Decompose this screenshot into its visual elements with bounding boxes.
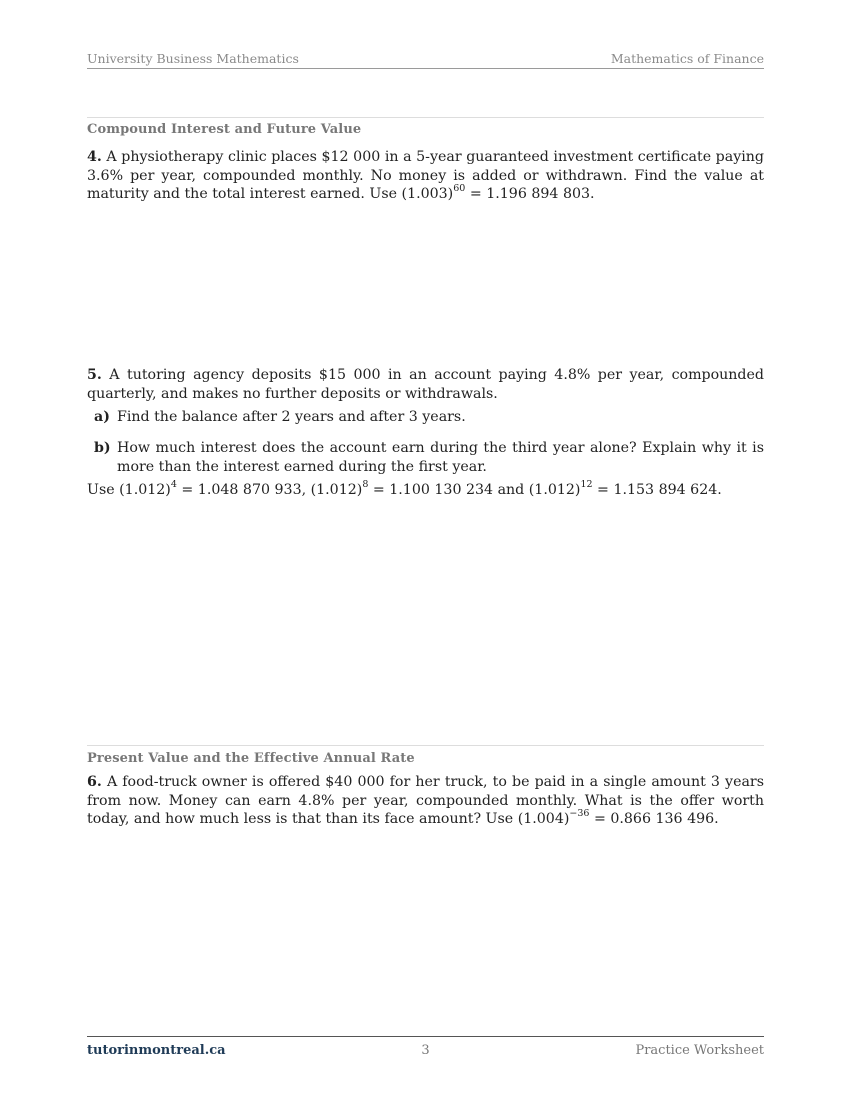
problem-5-part-a <box>87 408 764 427</box>
site-link[interactable]: tutorinmontreal.ca <box>87 1043 226 1058</box>
problem-number: 5. <box>87 367 102 383</box>
page-number: 3 <box>421 1043 430 1058</box>
exponent: 4 <box>170 479 177 491</box>
page-footer <box>87 1036 764 1059</box>
part-text: Find the balance after 2 years and after 3 years. <box>117 409 466 425</box>
problem-text: A physiotherapy clinic places $12 000 in a 5-year guaranteed investment certificate paying 3.6% per year, compounded monthly. No money is added or withdrawn. Find the value at maturity and the total interest earned. Use (1.003) <box>87 149 764 202</box>
use-text: Use (1.012) <box>87 482 171 498</box>
problem-number: 6. <box>87 774 102 790</box>
chapter-title: Mathematics of Finance <box>610 51 764 66</box>
problem-text: A tutoring agency deposits $15 000 in an account paying 4.8% per year, compounded quarterly, and makes no further deposits or withdrawals. <box>87 367 764 402</box>
problem-number: 4. <box>87 149 102 165</box>
part-label: a) <box>94 409 110 425</box>
page-header <box>87 51 764 69</box>
problem-5 <box>87 366 764 403</box>
problem-text-end: = 0.866 136 496. <box>589 811 719 827</box>
exponent: 8 <box>362 479 369 491</box>
course-title: University Business Mathematics <box>87 51 299 66</box>
problem-6 <box>87 773 764 829</box>
exponent: 12 <box>580 479 593 491</box>
problem-text: A food-truck owner is offered $40 000 for her truck, to be paid in a single amount 3 years from now. Money can earn 4.8% per year, compounded monthly. What is the offer worth today, and how much less is that than its face amount? Use (1.004) <box>87 774 764 827</box>
use-text: = 1.153 894 624. <box>592 482 722 498</box>
problem-text-end: = 1.196 894 803. <box>465 186 595 202</box>
document-label: Practice Worksheet <box>635 1043 764 1058</box>
exponent: −36 <box>569 808 590 820</box>
exponent: 60 <box>453 183 466 195</box>
section-title: Compound Interest and Future Value <box>87 122 362 137</box>
section-divider <box>87 117 764 118</box>
part-label: b) <box>94 440 111 456</box>
section-divider <box>87 745 764 746</box>
problem-4 <box>87 148 764 204</box>
problem-5-part-b <box>87 439 764 476</box>
problem-5-use-values <box>87 481 764 500</box>
use-text: = 1.048 870 933, (1.012) <box>176 482 363 498</box>
use-text: = 1.100 130 234 and (1.012) <box>368 482 581 498</box>
section-title: Present Value and the Effective Annual Rate <box>87 751 415 766</box>
part-text: How much interest does the account earn during the third year alone? Explain why it is more than the interest earned during the first year. <box>117 440 764 475</box>
